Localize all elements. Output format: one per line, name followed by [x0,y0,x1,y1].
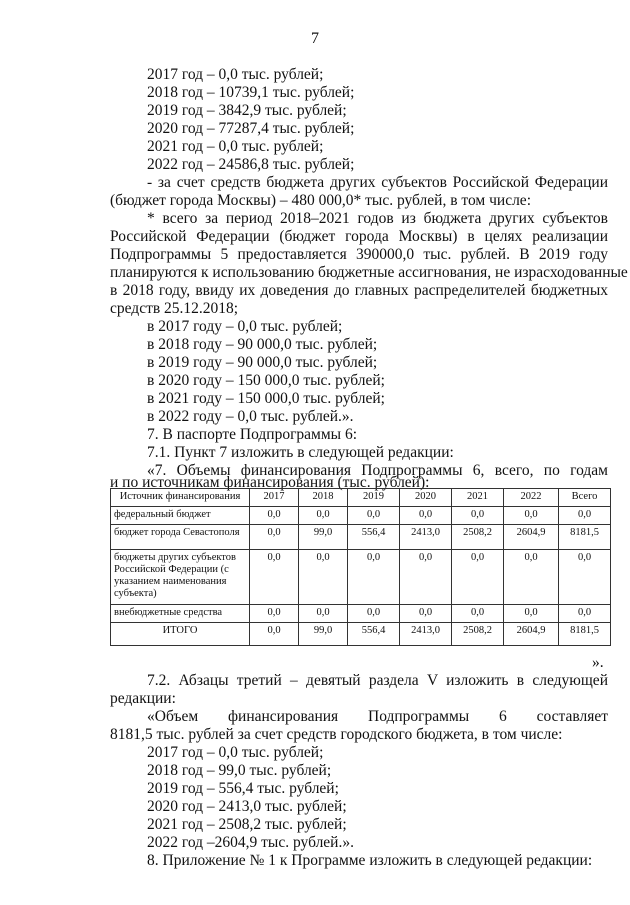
table-cell: 0,0 [400,605,452,623]
section-item: 7. В паспорте Подпрограммы 6: [147,426,358,443]
year-line: 2020 год – 77287,4 тыс. рублей; [147,120,355,137]
table-cell: 2413,0 [400,623,452,646]
table-header-cell: 2018 [299,489,348,507]
year-line: 2020 год – 2413,0 тыс. рублей; [147,798,347,815]
table-cell: бюджет города Севастополя [111,525,250,550]
table-header-cell: 2019 [348,489,400,507]
table-header-cell: 2022 [504,489,559,507]
paragraph-line: средств 25.12.2018; [110,300,239,317]
table-cell: 0,0 [452,605,504,623]
table-row-total [111,623,611,646]
table-cell: 0,0 [348,507,400,525]
table-header-cell: 2020 [400,489,452,507]
table-cell: 0,0 [299,507,348,525]
table-cell: 0,0 [504,507,559,525]
table-cell: 0,0 [299,550,348,605]
paragraph-line: редакции: [110,690,176,707]
table-cell: 8181,5 [559,623,611,646]
table-cell: внебюджетные средства [111,605,250,623]
table-cell: 0,0 [400,507,452,525]
paragraph-line: планируются к использованию бюджетные ассигнования, не израсходованные [110,264,628,281]
table-cell: 0,0 [559,550,611,605]
table-row [111,507,611,525]
year-line: 2018 год – 99,0 тыс. рублей; [147,762,332,779]
paragraph-line: Подпрограммы 5 предоставляется 390000,0 тыс. рублей. В 2019 году [110,246,608,263]
paragraph-line: - за счет средств бюджета других субъектов Российской Федерации [147,174,608,191]
paragraph-line: 8181,5 тыс. рублей за счет средств городского бюджета, в том числе: [110,726,563,743]
year-line: 2022 год –2604,9 тыс. рублей.». [147,834,354,851]
table-header-cell: 2017 [250,489,299,507]
table-cell: 0,0 [559,507,611,525]
table-cell: 2508,2 [452,623,504,646]
year-line: 2021 год – 2508,2 тыс. рублей; [147,816,347,833]
paragraph-line: и по источникам финансирования (тыс. рублей): [110,474,430,491]
table-cell: 0,0 [348,605,400,623]
table-cell: 2413,0 [400,525,452,550]
table-cell: 99,0 [299,623,348,646]
table-header-row [111,489,611,507]
table-cell: 0,0 [250,605,299,623]
table-cell: 0,0 [559,605,611,623]
table-cell: 0,0 [250,507,299,525]
section-item: 7.1. Пункт 7 изложить в следующей редакции: [147,444,454,461]
year-line: 2017 год – 0,0 тыс. рублей; [147,66,324,83]
page-number: 7 [311,30,319,47]
paragraph-line: (бюджет города Москвы) – 480 000,0* тыс. рублей, в том числе: [110,192,531,209]
table-cell: 0,0 [299,605,348,623]
year-line: 2021 год – 0,0 тыс. рублей; [147,138,324,155]
table-cell: 2604,9 [504,525,559,550]
table-cell: 0,0 [348,550,400,605]
paragraph-line: Российской Федерации (бюджет города Москвы) в целях реализации [110,228,608,245]
table-cell: 99,0 [299,525,348,550]
paragraph-line: * всего за период 2018–2021 годов из бюджета других субъектов [147,210,608,227]
year-line: в 2022 году – 0,0 тыс. рублей.». [147,408,354,425]
table-cell: 0,0 [400,550,452,605]
table-row [111,605,611,623]
table-cell: 556,4 [348,525,400,550]
table-header-cell: Всего [559,489,611,507]
table-cell: 0,0 [504,550,559,605]
paragraph-line: в 2018 году, ввиду их доведения до главных распределителей бюджетных [110,282,608,299]
year-line: 2019 год – 3842,9 тыс. рублей; [147,102,347,119]
table-cell: 2508,2 [452,525,504,550]
year-line: в 2018 году – 90 000,0 тыс. рублей; [147,336,378,353]
table-cell: 0,0 [250,623,299,646]
paragraph-line: «Объем финансирования Подпрограммы 6 составляет [147,708,608,725]
year-line: 2017 год – 0,0 тыс. рублей; [147,744,324,761]
table-header-cell: 2021 [452,489,504,507]
financing-table [110,488,611,646]
table-cell: федеральный бюджет [111,507,250,525]
section-item: 8. Приложение № 1 к Программе изложить в следующей редакции: [147,852,593,869]
year-line: 2022 год – 24586,8 тыс. рублей; [147,156,355,173]
table-cell: ИТОГО [111,623,250,646]
table-cell: бюджеты других субъектов Российской Федерации (с указанием наименования субъекта) [111,550,250,605]
year-line: в 2019 году – 90 000,0 тыс. рублей; [147,354,378,371]
year-line: 2018 год – 10739,1 тыс. рублей; [147,84,355,101]
year-line: в 2017 году – 0,0 тыс. рублей; [147,318,343,335]
table-cell: 0,0 [250,525,299,550]
paragraph-line: «7. Объемы финансирования Подпрограммы 6, всего, по годам [147,462,608,479]
table-row [111,525,611,550]
year-line: 2019 год – 556,4 тыс. рублей; [147,780,339,797]
paragraph-line: 7.2. Абзацы третий – девятый раздела V изложить в следующей [147,672,608,689]
table-cell: 0,0 [250,550,299,605]
year-line: в 2020 году – 150 000,0 тыс. рублей; [147,372,385,389]
table-close-quote: ». [592,654,604,671]
table-cell: 0,0 [452,507,504,525]
table-cell: 556,4 [348,623,400,646]
table-header-cell: Источник финансирования [111,489,250,507]
table-row [111,550,611,605]
table-cell: 0,0 [452,550,504,605]
table-cell: 0,0 [504,605,559,623]
year-line: в 2021 году – 150 000,0 тыс. рублей; [147,390,385,407]
table-cell: 2604,9 [504,623,559,646]
table-cell: 8181,5 [559,525,611,550]
